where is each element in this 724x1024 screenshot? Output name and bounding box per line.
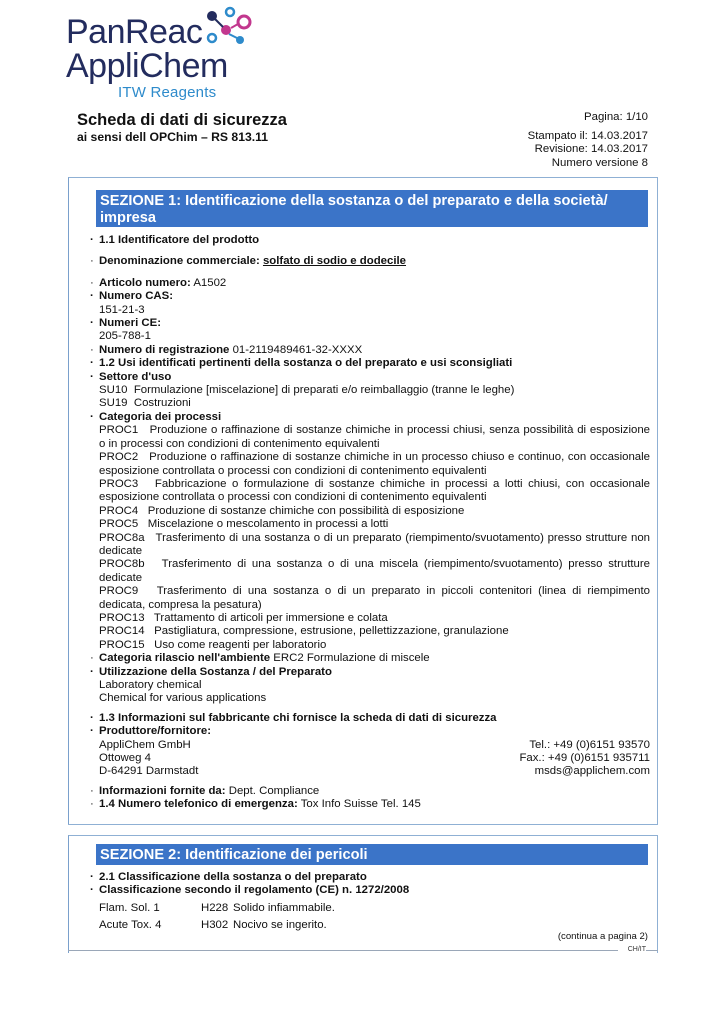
process-item	[90, 451, 650, 478]
process-text: Fabbricazione o formulazione di sostanze chimiche in processi a lotti chiusi, con occasionale esposizione controllata o processi con condizioni di contenimento equivalenti	[99, 477, 650, 504]
trade-name-row	[90, 255, 650, 268]
process-item	[90, 518, 650, 531]
process-code: PROC8b	[99, 558, 145, 571]
product-identifier-heading: · 1.1 Identificatore del prodotto	[90, 234, 650, 247]
process-label: · Categoria dei processi	[90, 411, 650, 424]
use-line: Chemical for various applications	[99, 692, 267, 705]
process-item	[90, 625, 650, 638]
section-1-heading-line2: impresa	[100, 210, 156, 226]
article-number-row	[90, 277, 650, 290]
process-text: Produzione o raffinazione di sostanze chimiche in processi chiusi, senza possibilità di esposizione o in processi con condizioni di contenimento equivalenti	[99, 424, 650, 450]
use-line: Laboratory chemical	[99, 679, 202, 691]
article-number-label: Articolo numero:	[99, 276, 191, 289]
section-2-content	[90, 871, 650, 934]
uses-heading: · 1.2 Usi identificati pertinenti della sostanza o del preparato e usi sconsigliati	[90, 357, 650, 370]
registration-row	[90, 344, 650, 357]
process-code: PROC3	[99, 477, 139, 490]
info-value: Dept. Compliance	[228, 784, 320, 797]
sector-code: SU19	[99, 397, 128, 410]
ec-value: 205-788-1	[99, 330, 151, 343]
erc-value: ERC2 Formulazione di miscele	[273, 652, 430, 665]
regulation-heading: · Classificazione secondo il regolamento (CE) n. 1272/2008	[90, 884, 650, 897]
process-code: PROC2	[99, 451, 139, 464]
document-subtitle: ai sensi dell OPChim – RS 813.11	[77, 130, 269, 144]
process-item	[90, 639, 650, 652]
hazard-code: H302	[201, 918, 229, 931]
emergency-value: Tox Info Suisse Tel. 145	[300, 798, 421, 811]
process-text: Uso come reagenti per laboratorio	[154, 638, 327, 651]
producer-tel: Tel.: +49 (0)6151 93570	[529, 738, 650, 751]
company-logo	[66, 12, 266, 102]
cas-label: · Numero CAS:	[90, 290, 650, 303]
section-1-heading	[96, 190, 648, 227]
process-text: Pastigliatura, compressione, estrusione, pellettizzazione, granulazione	[154, 625, 509, 638]
process-item	[90, 478, 650, 505]
registration-value: 01-2119489461-32-XXXX	[232, 343, 363, 356]
erc-row	[90, 652, 650, 665]
process-code: PROC9	[99, 585, 139, 598]
locale-code: CH/IT	[627, 946, 646, 953]
registration-label: Numero di registrazione	[99, 343, 230, 356]
process-text: Trasferimento di una sostanza o di un preparato in piccoli contenitori (linea di riempimento dedicata, compresa la pesatura)	[99, 585, 650, 611]
trade-name-label: Denominazione commerciale:	[99, 255, 260, 268]
footer-rule-tail	[646, 950, 658, 951]
process-code: PROC5	[99, 518, 139, 531]
process-text: Trattamento di articoli per immersione e colata	[153, 611, 388, 624]
logo-text-applichem: AppliChem	[66, 47, 228, 85]
sector-item	[90, 397, 650, 410]
process-item	[90, 532, 650, 559]
process-text: Trasferimento di una sostanza o di una miscela (riempimento/svuotamento) presso strutture dedicate	[99, 558, 650, 584]
process-item	[90, 424, 650, 451]
classification-heading: · 2.1 Classificazione della sostanza o del preparato	[90, 871, 650, 884]
process-code: PROC1	[99, 424, 139, 437]
revision-date: Revisione: 14.03.2017	[534, 143, 648, 156]
sector-text: Formulazione [miscelazione] di preparati e/o reimballaggio (tranne le leghe)	[133, 384, 515, 397]
process-code: PROC15	[99, 638, 145, 651]
info-row	[90, 785, 650, 798]
producer-name: AppliChem GmbH	[99, 738, 191, 751]
process-item	[90, 558, 650, 585]
section-1-content	[90, 234, 650, 812]
erc-label: Categoria rilascio nell'ambiente	[99, 652, 271, 665]
producer-block	[90, 739, 650, 779]
hazard-row	[90, 900, 650, 917]
process-text: Miscelazione o mescolamento in processi a lotti	[147, 518, 389, 531]
info-label: Informazioni fornite da:	[99, 784, 226, 797]
footer-rule	[68, 950, 618, 951]
process-item	[90, 612, 650, 625]
section-1-bottom-rule	[68, 824, 658, 825]
ec-label: · Numeri CE:	[90, 317, 650, 330]
producer-label: · Produttore/fornitore:	[90, 725, 650, 738]
process-code: PROC13	[99, 611, 145, 624]
sector-label: · Settore d'uso	[90, 371, 650, 384]
hazard-class: Flam. Sol. 1	[99, 901, 160, 914]
emergency-row	[90, 798, 650, 811]
page-number: Pagina: 1/10	[584, 111, 648, 123]
sector-item	[90, 384, 650, 397]
logo-text-itw: ITW Reagents	[118, 84, 217, 101]
producer-city: D-64291 Darmstadt	[99, 765, 199, 778]
section-2-heading: SEZIONE 2: Identificazione dei pericoli	[96, 844, 648, 865]
version-number: Numero versione 8	[551, 156, 648, 169]
document-meta	[528, 130, 648, 170]
hazard-text: Solido infiammabile.	[233, 901, 335, 914]
producer-street: Ottoweg 4	[99, 752, 151, 765]
printed-date: Stampato il: 14.03.2017	[527, 130, 648, 142]
process-item	[90, 585, 650, 612]
cas-value: 151-21-3	[99, 303, 145, 316]
section-1-heading-line1: SEZIONE 1: Identificazione della sostanza o del preparato e della società/	[100, 193, 608, 209]
document-title: Scheda di dati di sicurezza	[77, 111, 287, 129]
hazard-text: Nocivo se ingerito.	[233, 918, 327, 931]
process-item	[90, 505, 650, 518]
supplier-heading: · 1.3 Informazioni sul fabbricante chi fornisce la scheda di dati di sicurezza	[90, 712, 650, 725]
trade-name-value: solfato di sodio e dodecile	[262, 255, 407, 268]
sector-code: SU10	[99, 384, 128, 397]
emergency-label: 1.4 Numero telefonico di emergenza:	[99, 798, 298, 811]
process-text: Produzione di sostanze chimiche con possibilità di esposizione	[147, 504, 465, 517]
sector-text: Costruzioni	[133, 397, 191, 410]
hazard-class: Acute Tox. 4	[99, 918, 162, 931]
process-text: Trasferimento di una sostanza o di un preparato (riempimento/svuotamento) presso strutture non dedicate	[99, 531, 650, 557]
process-code: PROC8a	[99, 531, 145, 544]
process-text: Produzione o raffinazione di sostanze chimiche in un processo chiuso e continuo, con occasionale esposizione controllata o processi con condizioni di contenimento equivalenti	[99, 451, 651, 477]
process-code: PROC14	[99, 625, 145, 638]
logo-text-panreac: PanReac	[66, 13, 203, 51]
use-label: · Utilizzazione della Sostanza / del Preparato	[90, 666, 650, 679]
producer-email: msds@applichem.com	[534, 765, 650, 778]
molecule-logo-icon	[200, 6, 260, 50]
hazard-code: H228	[201, 901, 229, 914]
article-number-value: A1502	[193, 276, 227, 289]
continuation-note: (continua a pagina 2)	[557, 931, 648, 942]
process-code: PROC4	[99, 504, 139, 517]
producer-fax: Fax.: +49 (0)6151 935711	[519, 752, 650, 765]
